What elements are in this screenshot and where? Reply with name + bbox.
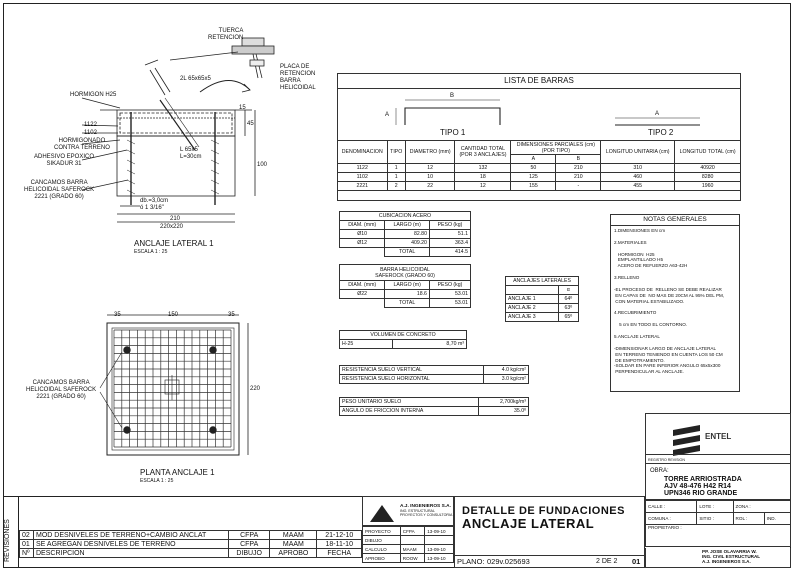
col-header: TIPO (387, 141, 405, 164)
dim-100: 100 (257, 162, 268, 168)
table-row: 1102 1 10 18 125 210 460 8280 (338, 173, 741, 182)
nota-line: EN TERRENO TENIENDO EN CUENTA LOS 50 CM (614, 351, 723, 357)
firma-line: PP. JOSE OLAVARRIA W. (702, 549, 757, 554)
table-row: 2221 2 22 12 155 - 455 1960 (338, 182, 741, 191)
suelo-table-2 (339, 397, 529, 416)
label-cancamos-plan: CANCAMOS BARRA HELICOIDAL SAFEROCK 2221 (GRADO 60) (26, 380, 97, 400)
nota-line: PERPENDICULAR AL ANCLAJE. (614, 369, 684, 375)
detail-title-2: ANCLAJE LATERAL (462, 516, 595, 531)
cubicacion-table: CUBICACION ACERO DIAM. (mm) LARGO (m) PESO (kg) Ø10 82.80 51.1 Ø12 409.20 363.4 TOTAL 414.5 (339, 211, 471, 257)
tipo1-b: B (450, 93, 455, 99)
col-header: LONGITUD UNITARIA (cm) (601, 141, 675, 164)
obra-line: UPN346 RIO GRANDE (664, 490, 738, 497)
client-logo: ENTEL (705, 432, 732, 441)
volumen-table (339, 330, 467, 349)
obra-line: TORRE ARRIOSTRADA (664, 476, 742, 483)
label-lsize: L 65x5 L=30cm (180, 147, 202, 160)
sign-table (362, 526, 454, 563)
revisions-table: 02 MOD DESNIVELES DE TERRENO+CAMBIO ANCLAT CFPA MAAM 21-12-10 01 SE AGREGAN DESNIVELES DE TERRENO CFPA MAAM 18-11-10 Nº DESCRIPCION DIBUJO APROBO FECHA (19, 530, 362, 558)
anclaje-scale: ESCALA 1 : 25 (134, 249, 168, 255)
table-row: H-25 8,70 m³ (340, 340, 467, 349)
label-adhesivo: ADHESIVO EPOXICO SIKADUR 31 (34, 154, 95, 167)
dim-45: 45 (247, 121, 254, 127)
location-table: CALLE : LOTE : ZONA : COMUNA : SITIO : ROL : IND. PROPIETARIO : (645, 500, 791, 547)
obra-label: OBRA: (650, 468, 669, 474)
label-placa: PLACA DE RETENCION BARRA HELICOIDAL (280, 64, 316, 91)
hoja: 2 DE 2 (596, 558, 618, 565)
table-row: ANCLAJE 1 64º (506, 295, 579, 304)
nota-line: EN CAPAS DE NO MAS DE 20CM AL 95% DEL PM, (614, 292, 725, 298)
company-name: A.J. INGENIEROS S.A. (400, 504, 451, 509)
sub-header-b: B (556, 155, 601, 164)
tipo1-a: A (385, 112, 390, 118)
label-1122: 1122 (84, 122, 97, 128)
notas-title: NOTAS GENERALES (643, 216, 707, 223)
plan-dim-35a: 35 (114, 312, 121, 318)
suelo-table (339, 365, 529, 384)
table-row: Ø22 18.6 53.01 (340, 290, 471, 299)
notas-lines (614, 228, 738, 375)
table-row: APROBO ROOW 13-09-10 (363, 554, 454, 563)
nota-line: ACERO DE REFUERZO A63-42H (614, 263, 688, 269)
table-row: 02 MOD DESNIVELES DE TERRENO+CAMBIO ANCLAT CFPA MAAM 21-12-10 (20, 531, 362, 540)
table-row: Ø12 409.20 363.4 (340, 239, 471, 248)
anclaje-title: ANCLAJE LATERAL 1 (134, 239, 214, 248)
tipo2-label: TIPO 2 (648, 128, 674, 137)
plan-dim-150: 150 (168, 312, 179, 318)
dim-220: 220x220 (160, 224, 184, 230)
revisiones-label: REVISIONES (4, 519, 11, 562)
nota-line: 5 cm EN TODO EL CONTORNO. (614, 322, 688, 328)
nota-line: 2.MATERIALES (614, 239, 647, 245)
volumen-title: VOLUMEN DE CONCRETO (340, 331, 467, 340)
plan-title: PLANTA ANCLAJE 1 (140, 468, 215, 477)
table-row: TOTAL 53.01 (340, 299, 471, 308)
lista-barras-table (337, 140, 741, 191)
dim-15: 15 (239, 105, 246, 111)
nota-line: 4.RECUBRIMIENTO (614, 310, 657, 316)
col-header: DENOMINACION (338, 141, 388, 164)
label-tuerca: TUERCA RETENCION (208, 28, 244, 41)
dim-210: 210 (170, 216, 181, 222)
plan-scale: ESCALA 1 : 25 (140, 478, 174, 484)
barra-helicoidal-title: BARRA HELICOIDAL SAFEROCK (GRADO 60) (340, 265, 471, 281)
cubicacion-title: CUBICACION ACERO (340, 212, 471, 221)
nota-line: -SOLDAR EN PARE INFERIOR ANGULO 65x5x300 (614, 363, 721, 369)
label-hormigon: HORMIGON H25 (70, 92, 117, 98)
table-row: DIBUJO (363, 536, 454, 545)
plano-number: 029v.025693 (487, 557, 530, 566)
company-sub: ING. ESTRUCTURAL PROYECTOS Y CONSULTORIA (400, 509, 453, 518)
table-row: PESO UNITARIO SUELO 2,700kg/m³ (340, 398, 529, 407)
table-row: ANGULO DE FRICCION INTERNA 35.0º (340, 407, 529, 416)
revision-number: 01 (632, 557, 641, 566)
table-row: TOTAL 414.5 (340, 248, 471, 257)
table-row: 01 SE AGREGAN DESNIVELES DE TERRENO CFPA MAAM 18-11-10 (20, 540, 362, 549)
label-db: db.=3,0cm ó 1 3/16" (140, 198, 169, 211)
label-1102: 1102 (84, 130, 97, 136)
nota-line: -DIMENSIONAR LARGO DE ANCLAJE LATERAL (614, 345, 717, 351)
col-header: LONGITUD TOTAL (cm) (675, 141, 741, 164)
table-row: RESISTENCIA SUELO VERTICAL 4.0 kg/cm² (340, 366, 529, 375)
anclajes-laterales-table: ANCLAJES LATERALES α ANCLAJE 1 64º ANCLAJE 2 63º ANCLAJE 3 65º (505, 276, 579, 322)
tipo2-a: A (655, 111, 660, 117)
nota-line: 1.DIMENSIONES EN cm (614, 228, 666, 233)
nota-line: HORMIGON H25 (614, 251, 655, 257)
table-row: ANCLAJE 2 63º (506, 304, 579, 313)
table-row: CALCULO MAAM 13-09-10 (363, 545, 454, 554)
lista-barras-title: LISTA DE BARRAS (504, 76, 574, 85)
plano-label: PLANO: (457, 557, 485, 566)
table-row: ANCLAJE 3 65º (506, 313, 579, 322)
col-header: DIMENSIONES PARCIALES (cm) (POR TIPO) (511, 141, 601, 155)
sub-header-a: A (511, 155, 556, 164)
tipo1-label: TIPO 1 (440, 128, 466, 137)
label-hormigonado: HORMIGONADO CONTRA TERRENO (54, 138, 110, 151)
nota-line: DE EMPOTRAMIENTO. (614, 357, 665, 363)
nota-line: 5.ANCLAJE LATERAL (614, 334, 660, 340)
nota-line: -EL PROCESO DE RELLENO SE DEBE REALIZAR (614, 286, 722, 292)
firma-line: ING. CIVIL ESTRUCTURAL (702, 554, 761, 559)
nota-line: EMPLANTILLADO H5 (614, 257, 664, 263)
firma-line: A.J. INGENIEROS S.A. (702, 559, 751, 564)
barra-helicoidal-table: BARRA HELICOIDAL SAFEROCK (GRADO 60) DIAM. (mm) LARGO (m) PESO (kg) Ø22 18.6 53.01 TOTAL 53.01 (339, 264, 471, 308)
anclajes-title: ANCLAJES LATERALES (506, 277, 579, 286)
table-row: Ø10 82.80 51.1 (340, 230, 471, 239)
label-cancamos-top: CANCAMOS BARRA HELICOIDAL SAFEROCK 2221 (GRADO 60) (24, 180, 95, 200)
detail-title-1: DETALLE DE FUNDACIONES (462, 505, 625, 517)
plan-dim-220: 220 (250, 386, 261, 392)
plan-dim-35b: 35 (228, 312, 235, 318)
registro-revision: REGISTRO REVISION (648, 458, 685, 462)
table-row: RESISTENCIA SUELO HORIZONTAL 3.0 kg/cm² (340, 375, 529, 384)
table-row: PROYECTO CFPA 13-09-10 (363, 527, 454, 536)
table-row: 1122 1 12 132 50 210 310 40920 (338, 164, 741, 173)
obra-line: AJV 48-476 H42 R14 (664, 483, 731, 490)
col-header: DIAMETRO (mm) (405, 141, 454, 164)
nota-line: CON MATERIAL ESTABILIZADO. (614, 298, 685, 304)
col-header: CANTIDAD TOTAL (POR 3 ANCLAJES) (455, 141, 511, 164)
nota-line: 3.RELLENO (614, 275, 640, 281)
label-angulo: 2L 65x65x5 (180, 76, 211, 82)
